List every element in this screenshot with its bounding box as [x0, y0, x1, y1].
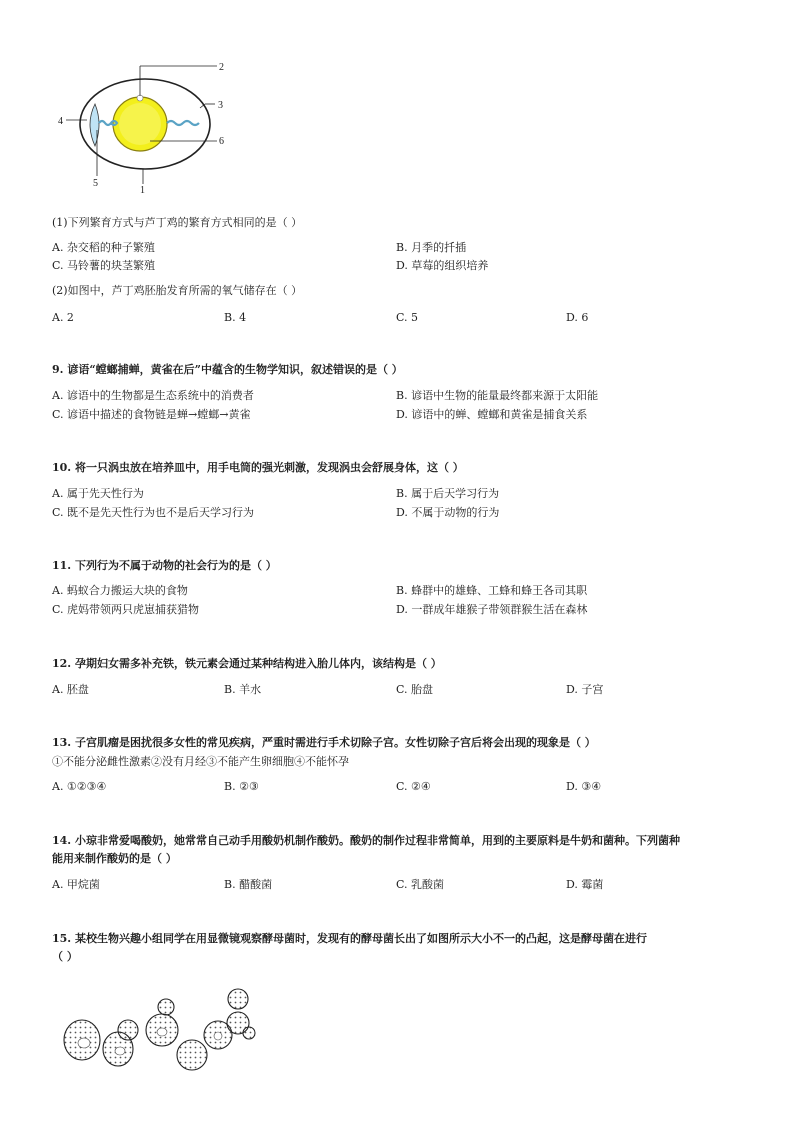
q8-sub2-option-d[interactable]: D. 6 — [566, 311, 589, 324]
q12-stem: 12. 孕期妇女需多补充铁，铁元素会通过某种结构进入胎儿体内，该结构是（ ） — [52, 657, 442, 670]
label-3: 3 — [218, 100, 223, 111]
q8-sub2-option-c[interactable]: C. 5 — [396, 311, 419, 324]
yeast-bud — [158, 999, 174, 1015]
label-4: 4 — [58, 116, 63, 127]
q9-option-c[interactable]: C. 谚语中描述的食物链是蝉→螳螂→黄雀 — [52, 408, 251, 421]
q8-sub1-option-b[interactable]: B. 月季的扦插 — [396, 241, 467, 254]
q13-statements: ①不能分泌雌性激素②没有月经③不能产生卵细胞④不能怀孕 — [52, 755, 349, 768]
q9-stem: 9. 谚语“螳螂捕蝉，黄雀在后”中蕴含的生物学知识，叙述错误的是（ ） — [52, 363, 403, 376]
egg-diagram — [55, 58, 245, 198]
q13-stem: 13. 子宫肌瘤是困扰很多女性的常见疾病，严重时需进行手术切除子宫。女性切除子宫后将会出现的现象是（ ） — [52, 736, 596, 749]
yeast-cell — [177, 1040, 207, 1070]
label-1: 1 — [140, 185, 145, 196]
q11-option-d[interactable]: D. 一群成年雄猴子带领群猴生活在森林 — [396, 603, 588, 616]
q9-option-a[interactable]: A. 谚语中的生物都是生态系统中的消费者 — [52, 389, 254, 402]
q13-option-d[interactable]: D. ③④ — [566, 780, 602, 793]
q13-option-b[interactable]: B. ②③ — [224, 780, 259, 793]
q14-option-a[interactable]: A. 甲烷菌 — [52, 878, 100, 891]
q8-sub2-option-a[interactable]: A. 2 — [52, 311, 74, 324]
q8-sub1-option-a[interactable]: A. 杂交稻的种子繁殖 — [52, 241, 155, 254]
q12-option-d[interactable]: D. 子宫 — [566, 683, 604, 696]
q8-sub2-option-b[interactable]: B. 4 — [224, 311, 247, 324]
q12-option-c[interactable]: C. 胎盘 — [396, 683, 434, 696]
label-5: 5 — [93, 178, 98, 189]
label-2: 2 — [219, 62, 224, 73]
q11-option-b[interactable]: B. 蜂群中的雄蜂、工蜂和蜂王各司其职 — [396, 584, 588, 597]
q8-sub1-stem: (1)下列繁育方式与芦丁鸡的繁育方式相同的是（ ） — [52, 216, 303, 229]
q9-option-b[interactable]: B. 谚语中生物的能量最终都来源于太阳能 — [396, 389, 599, 402]
q10-stem: 10. 将一只涡虫放在培养皿中，用手电筒的强光刺激，发现涡虫会舒展身体，这（ ） — [52, 461, 464, 474]
q11-option-c[interactable]: C. 虎妈带领两只虎崽捕获猎物 — [52, 603, 200, 616]
q14-option-c[interactable]: C. 乳酸菌 — [396, 878, 445, 891]
q15-stem-line2: （ ） — [52, 950, 78, 963]
label-6: 6 — [219, 136, 224, 147]
q10-option-b[interactable]: B. 属于后天学习行为 — [396, 487, 500, 500]
q14-stem: 14. 小琼非常爱喝酸奶，她常常自己动手用酸奶机制作酸奶。酸奶的制作过程非常简单，用到的主要原料是牛奶和菌种。下列菌种 — [52, 834, 680, 847]
yeast-bud — [228, 989, 248, 1009]
q13-option-c[interactable]: C. ②④ — [396, 780, 431, 793]
q14-option-b[interactable]: B. 醋酸菌 — [224, 878, 273, 891]
q11-stem: 11. 下列行为不属于动物的社会行为的是（ ） — [52, 559, 277, 572]
q8-sub1-option-d[interactable]: D. 草莓的组织培养 — [396, 259, 489, 272]
yeast-budding-figure — [58, 985, 268, 1085]
q12-option-b[interactable]: B. 羊水 — [224, 683, 262, 696]
q10-option-d[interactable]: D. 不属于动物的行为 — [396, 506, 500, 519]
q14-option-d[interactable]: D. 霉菌 — [566, 878, 604, 891]
q10-option-c[interactable]: C. 既不是先天性行为也不是后天学习行为 — [52, 506, 255, 519]
q11-option-a[interactable]: A. 蚂蚁合力搬运大块的食物 — [52, 584, 188, 597]
q8-sub1-option-c[interactable]: C. 马铃薯的块茎繁殖 — [52, 259, 156, 272]
q9-option-d[interactable]: D. 谚语中的蝉、螳螂和黄雀是捕食关系 — [396, 408, 588, 421]
q14-stem-line2: 能用来制作酸奶的是（ ） — [52, 852, 177, 865]
q12-option-a[interactable]: A. 胚盘 — [52, 683, 89, 696]
q10-option-a[interactable]: A. 属于先天性行为 — [52, 487, 144, 500]
q13-option-a[interactable]: A. ①②③④ — [52, 780, 107, 793]
q8-sub2-stem: (2)如图中，芦丁鸡胚胎发育所需的氧气储存在（ ） — [52, 284, 303, 297]
q15-stem: 15. 某校生物兴趣小组同学在用显微镜观察酵母菌时，发现有的酵母菌长出了如图所示大小不一的凸起，这是酵母菌在进行 — [52, 932, 647, 945]
yeast-bud — [243, 1027, 255, 1039]
